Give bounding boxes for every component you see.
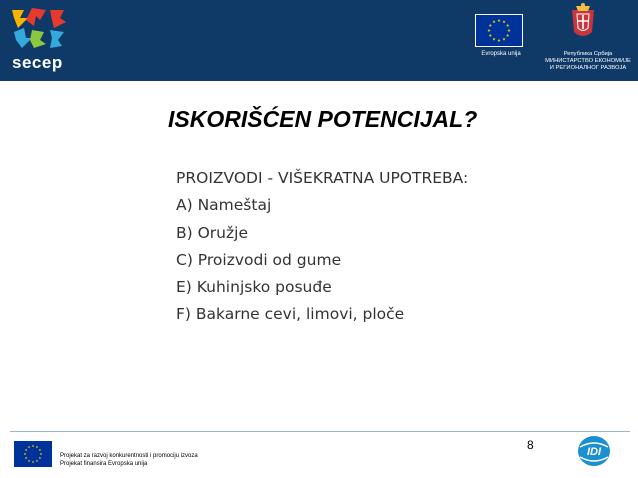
slide-title: ISKORIŠĆEN POTENCIJAL?	[168, 106, 478, 132]
header-banner	[0, 0, 638, 81]
eu-flag-icon	[475, 14, 523, 47]
eu-caption: Evropska unija	[481, 51, 521, 57]
ministry-line: Република Србија	[563, 51, 613, 57]
svg-text:IDI: IDI	[586, 446, 602, 458]
page-number: 8	[527, 438, 534, 452]
list-item: C) Proizvodi od gume	[176, 250, 342, 269]
eu-flag-icon	[14, 441, 52, 467]
list-item: F) Bakarne cevi, limovi, ploče	[176, 305, 405, 324]
content-heading: PROIZVODI - VIŠEKRATNA UPOTREBA:	[176, 169, 469, 187]
list-item: A) Nameštaj	[176, 196, 272, 215]
ministry-line: МИНИСТАРСТВО ЕКОНОМИЈЕ	[545, 58, 631, 64]
footer-line: Projekat finansira Evropska unija	[60, 461, 148, 467]
footer-divider	[10, 431, 630, 432]
ministry-line: И РЕГИОНАЛНОГ РАЗВОЈА	[549, 65, 627, 71]
serbia-coat-of-arms-icon	[568, 2, 598, 42]
footer-line: Projekat za razvoj konkurentnosti i promociju izvoza	[60, 453, 198, 459]
brand-text: secep	[12, 53, 63, 72]
ministry-caption	[540, 51, 636, 72]
footer-project-text	[60, 452, 198, 468]
list-item: B) Oružje	[176, 223, 248, 242]
slide-content	[176, 165, 468, 329]
idi-logo-icon	[576, 434, 612, 468]
list-item: E) Kuhinjsko posuđe	[176, 278, 332, 297]
